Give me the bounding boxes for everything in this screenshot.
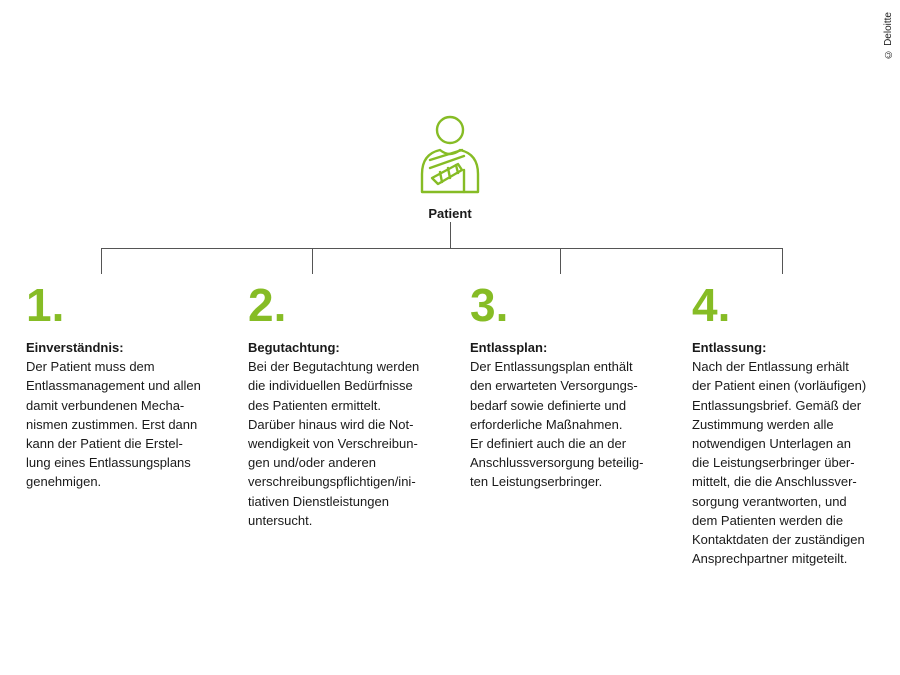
step-description: Der Patient muss dem Entlassmanagement und allen damit verbundenen Mecha- nismen zustimmen. Erst dann kann der Patient die Erstel- lung eines Entlassungsplans genehmigen.: [26, 359, 201, 490]
step-number: 3.: [470, 279, 509, 331]
step-2: [248, 279, 458, 530]
root-label: Patient: [428, 206, 472, 221]
step-1: [26, 279, 236, 492]
step-title: Entlassung:: [692, 340, 767, 355]
copyright-notice: © Deloitte: [883, 12, 894, 60]
step-title: Begutachtung:: [248, 340, 340, 355]
step-description: Der Entlassungsplan enthält den erwarteten Versorgungs- bedarf sowie definierte und erforderliche Maßnahmen. Er definiert auch die an der Anschlussversorgung beteilig- ten Leistungserbringer.: [470, 359, 644, 490]
step-title: Entlassplan:: [470, 340, 548, 355]
step-4: [692, 279, 900, 568]
patient-with-arm-sling-icon: [418, 112, 482, 196]
step-title: Einverständnis:: [26, 340, 124, 355]
step-description: Bei der Begutachtung werden die individuellen Bedürfnisse des Patienten ermittelt. Darüber hinaus wird die Not- wendigkeit von Verschreibun- gen und/oder anderen verschreibungspflichtigen/ini- tiativen Dienstleistungen untersucht.: [248, 359, 420, 528]
step-number: 2.: [248, 279, 287, 331]
step-description: Nach der Entlassung erhält der Patient einen (vorläufigen) Entlassungsbrief. Gemäß der Zustimmung werden alle notwendigen Unterlagen an die Leistungserbringer über- mittelt, die die Anschlussver- sorgung verantworten, und dem Patienten werden die Kontaktdaten der zuständigen Ansprechpartner mitgeteilt.: [692, 359, 867, 567]
step-number: 4.: [692, 279, 731, 331]
step-3: [470, 279, 680, 492]
step-number: 1.: [26, 279, 65, 331]
